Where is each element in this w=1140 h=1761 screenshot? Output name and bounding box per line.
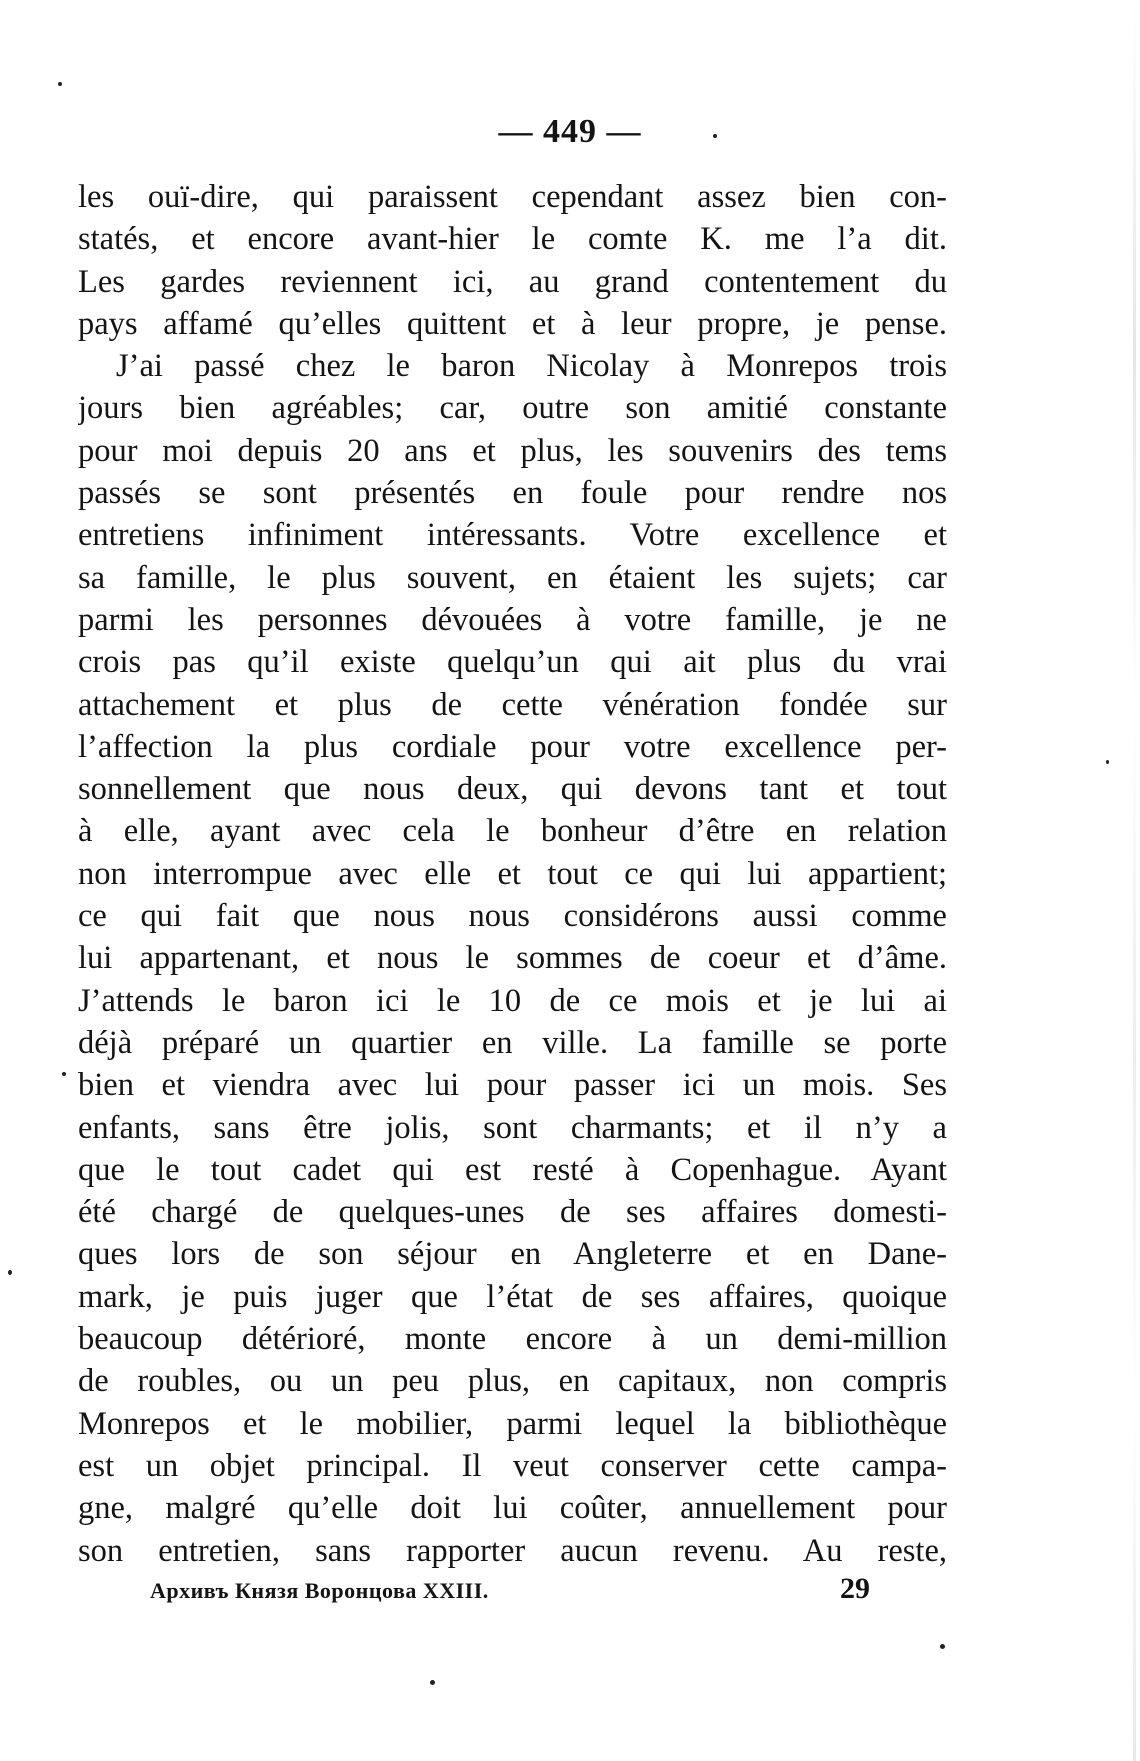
scan-speck [1106,760,1109,764]
text-line: entretiens infiniment intéressants. Votre excellence et [78,517,947,554]
text-line: pays affamé qu’elles quittent et à leur propre, je pense. [78,305,947,342]
scan-speck [58,82,62,86]
signature-number: 29 [840,1572,870,1605]
text-line: ce qui fait que nous nous considérons aussi comme [78,898,947,935]
text-line: son entretien, sans rapporter aucun revenu. Au reste, [78,1532,947,1569]
text-line: Les gardes reviennent ici, au grand contentement du [78,263,947,300]
scan-speck [62,1072,66,1076]
text-line: de roubles, ou un peu plus, en capitaux, non compris [78,1363,947,1400]
text-line: ques lors de son séjour en Angleterre et en Dane- [78,1236,947,1273]
signature-label: Архивъ Князя Воронцова XXIII. [150,1578,489,1603]
text-line: déjà préparé un quartier en ville. La famille se porte [78,1024,947,1061]
text-line: jours bien agréables; car, outre son amitié constante [78,390,947,427]
text-line: sonnellement que nous deux, qui devons tant et tout [78,771,947,808]
text-line: J’ai passé chez le baron Nicolay à Monrepos trois [116,348,947,385]
text-line: sa famille, le plus souvent, en étaient les sujets; car [78,559,947,596]
page-number: — 449 — [498,113,642,150]
page-footer [0,1572,1140,1612]
text-line: à elle, ayant avec cela le bonheur d’être en relation [78,813,947,850]
scan-speck [713,134,717,138]
text-line: enfants, sans être jolis, sont charmants; et il n’y a [78,1109,947,1146]
body-text [78,176,947,1572]
text-line: est un objet principal. Il veut conserver cette campa- [78,1447,947,1484]
text-line: J’attends le baron ici le 10 de ce mois et je lui ai [78,982,947,1019]
text-line: beaucoup détérioré, monte encore à un demi-million [78,1321,947,1358]
text-line: non interrompue avec elle et tout ce qui lui appartient; [78,855,947,892]
text-line: l’affection la plus cordiale pour votre excellence per- [78,728,947,765]
text-line: parmi les personnes dévouées à votre famille, je ne [78,601,947,638]
text-line: que le tout cadet qui est resté à Copenhague. Ayant [78,1151,947,1188]
scan-speck [8,1270,12,1275]
scan-speck [940,1644,945,1649]
text-line: statés, et encore avant-hier le comte K. me l’a dit. [78,221,947,258]
text-line: lui appartenant, et nous le sommes de coeur et d’âme. [78,940,947,977]
text-line: pour moi depuis 20 ans et plus, les souvenirs des tems [78,432,947,469]
text-line: bien et viendra avec lui pour passer ici un mois. Ses [78,1067,947,1104]
scan-speck [430,1680,435,1685]
text-line: mark, je puis juger que l’état de ses affaires, quoique [78,1278,947,1315]
text-line: Monrepos et le mobilier, parmi lequel la bibliothèque [78,1405,947,1442]
text-line: crois pas qu’il existe quelqu’un qui ait plus du vrai [78,644,947,681]
text-line: été chargé de quelques-unes de ses affaires domesti- [78,1194,947,1231]
scan-edge [1133,0,1136,1761]
text-line: les ouï-dire, qui paraissent cependant assez bien con- [78,179,947,215]
text-line: attachement et plus de cette vénération fondée sur [78,686,947,723]
text-line: passés se sont présentés en foule pour rendre nos [78,475,947,512]
text-line: gne, malgré qu’elle doit lui coûter, annuellement pour [78,1490,947,1527]
